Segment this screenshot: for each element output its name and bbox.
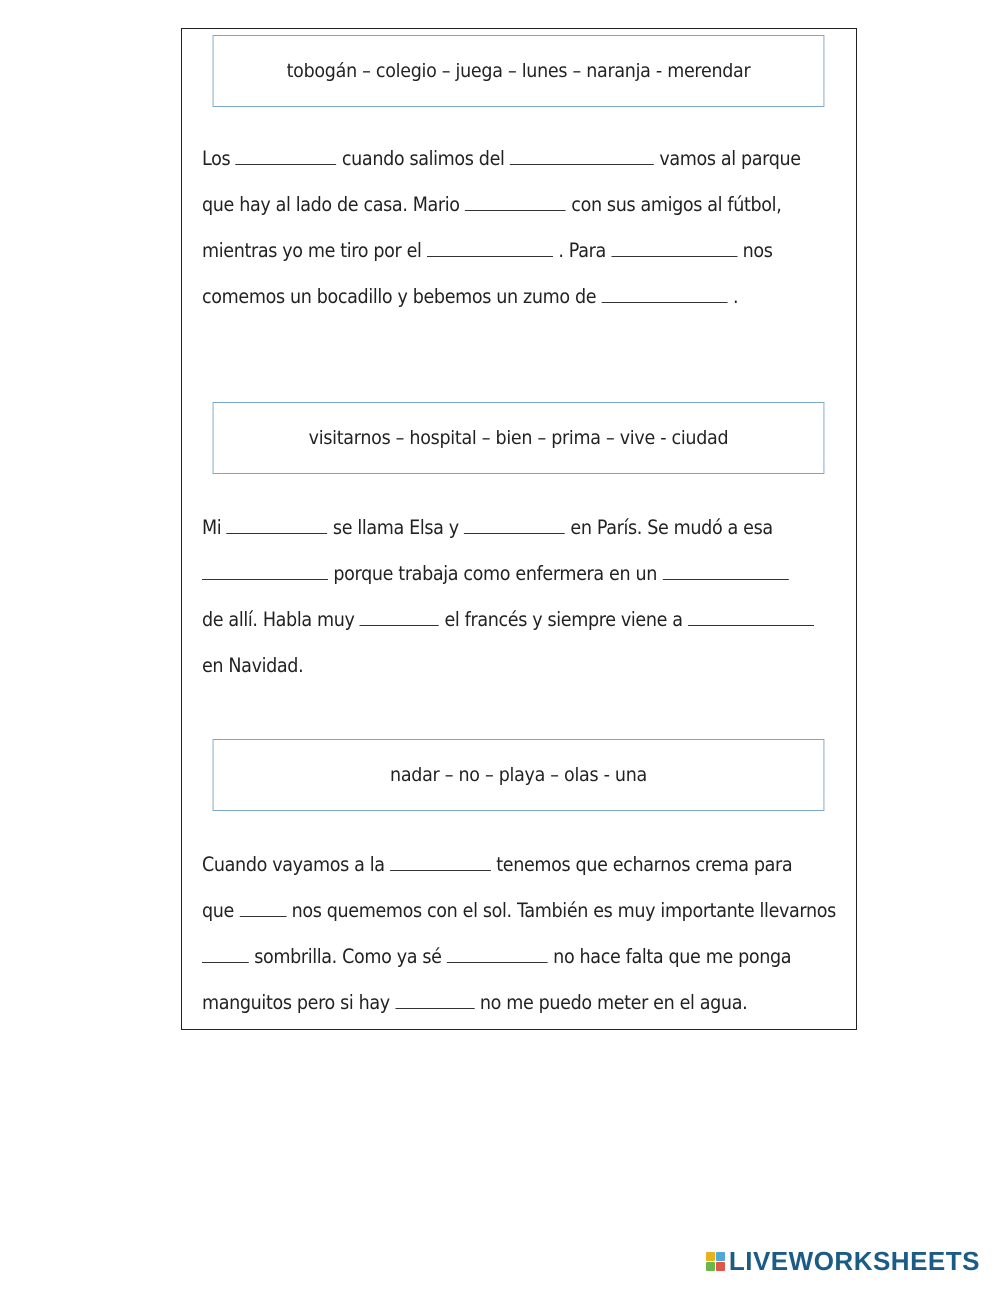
liveworksheets-logo[interactable] (706, 1246, 980, 1277)
exercise-2-line-2: porque trabaja como enfermera en un (202, 562, 794, 586)
exercise-2-line-4: en Navidad. (202, 654, 304, 677)
word-bank-2 (213, 402, 825, 474)
worksheet (181, 28, 857, 1030)
blank-input[interactable] (390, 854, 491, 871)
exercise-1-line-1: Los cuando salimos del vamos al parque (202, 147, 801, 170)
blank-input[interactable] (227, 517, 328, 534)
blank-input[interactable] (360, 609, 439, 626)
exercise-3-line-3: sombrilla. Como ya sé no hace falta que me ponga (202, 945, 791, 969)
word-bank-3 (213, 739, 825, 811)
exercise-1-line-2: que hay al lado de casa. Mario con sus amigos al fútbol, (202, 193, 782, 216)
exercise-1-line-3: mientras yo me tiro por el . Para nos (202, 239, 773, 262)
exercise-3-line-4: manguitos pero si hay no me puedo meter en el agua. (202, 991, 748, 1014)
word-bank-3-text: nadar – no – playa – olas - una (390, 764, 647, 786)
exercise-2-line-1: Mi se llama Elsa y en París. Se mudó a esa (202, 516, 773, 539)
exercise-1-line-4: comemos un bocadillo y bebemos un zumo de . (202, 285, 739, 308)
blank-input[interactable] (236, 148, 337, 165)
blank-input[interactable] (602, 286, 728, 303)
blank-input[interactable] (427, 240, 553, 257)
blank-input[interactable] (202, 563, 328, 580)
blank-input[interactable] (464, 517, 565, 534)
exercise-3-line-1: Cuando vayamos a la tenemos que echarnos crema para (202, 853, 793, 876)
logo-text: LIVEWORKSHEETS (728, 1246, 980, 1276)
exercise-3-line-2: que nos quememos con el sol. También es muy importante llevarnos (202, 899, 836, 922)
blank-input[interactable] (202, 946, 249, 963)
blank-input[interactable] (239, 900, 286, 917)
blank-input[interactable] (611, 240, 737, 257)
word-bank-1 (213, 35, 825, 107)
blank-input[interactable] (465, 194, 566, 211)
blank-input[interactable] (662, 563, 788, 580)
liveworksheets-blocks-icon (706, 1252, 725, 1271)
blank-input[interactable] (688, 609, 814, 626)
blank-input[interactable] (447, 946, 548, 963)
word-bank-1-text: tobogán – colegio – juega – lunes – naranja - merendar (286, 60, 751, 82)
blank-input[interactable] (395, 992, 474, 1009)
exercise-2-line-3: de allí. Habla muy el francés y siempre viene a (202, 608, 819, 632)
word-bank-2-text: visitarnos – hospital – bien – prima – vive - ciudad (308, 427, 729, 449)
blank-input[interactable] (510, 148, 654, 165)
